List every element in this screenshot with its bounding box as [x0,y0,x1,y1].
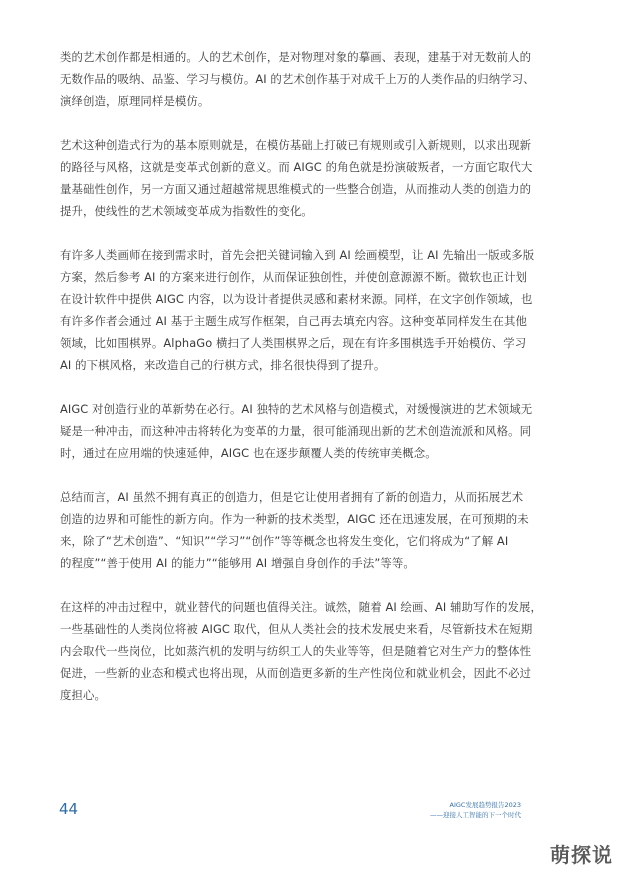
watermark-logo: 萌探说 [550,843,613,867]
text-line: 在设计软件中提供 AIGC 内容，以为设计者提供灵感和素材来源。同样，在文字创作领域，也 [60,292,533,306]
text-line: 总结而言，AI 虽然不拥有真正的创造力，但是它让使用者拥有了新的创造力，从而拓展艺术 [60,490,524,504]
text-line: 疑是一种冲击，而这种冲击将转化为变革的力量，很可能涌现出新的艺术创造流派和风格。同 [60,424,532,438]
report-subtitle: ——迎接人工智能的下一个时代 [430,811,521,819]
text-line: 创造的边界和可能性的新方向。作为一种新的技术类型，AIGC 还在迅速发展，在可预期的未 [60,512,529,526]
paragraph-5 [60,486,562,574]
text-line: 艺术这种创造式行为的基本原则就是，在模仿基础上打破已有规则或引入新规则，以求出现新 [60,138,532,152]
text-line: 演绎创造，原理同样是模仿。 [60,94,210,108]
text-line: 的程度”“善于使用 AI 的能力”“能够用 AI 增强自身创作的手法”等等。 [60,556,415,570]
body-text [60,46,562,728]
text-line: 在这样的冲击过程中，就业替代的问题也值得关注。诚然，随着 AI 绘画、AI 辅助写作的发展， [60,600,543,614]
text-line: 促进，一些新的业态和模式也将出现，从而创造更多新的生产性岗位和就业机会，因此不必过 [60,666,532,680]
text-line: 类的艺术创作都是相通的。人的艺术创作，是对物理对象的摹画、表现，建基于对无数前人的 [60,50,532,64]
paragraph-2 [60,134,562,222]
text-line: 时，通过在应用端的快速延伸，AIGC 也在逐步颠覆人类的传统审美概念。 [60,446,437,460]
text-line: 量基础性创作，另一方面又通过超越常规思维模式的一些整合创造，从而推动人类的创造力的 [60,182,532,196]
text-line: 内会取代一些岗位，比如蒸汽机的发明与纺织工人的失业等等，但是随着它对生产力的整体性 [60,644,532,658]
text-line: 度担心。 [60,688,106,702]
page-number: 44 [59,800,79,818]
text-line: 有许多作者会通过 AI 基于主题生成写作框架，自己再去填充内容。这种变革同样发生在其他 [60,314,527,328]
paragraph-3 [60,244,562,376]
report-title: AIGC发展趋势报告2023 [449,801,521,809]
text-line: 的路径与风格，这就是变革式创新的意义。而 AIGC 的角色就是扮演破叛者，一方面它取代大 [60,160,533,174]
text-line: 领域，比如围棋界。AlphaGo 横扫了人类围棋界之后，现在有许多围棋选手开始模仿、学习 [60,336,527,350]
text-line: AIGC 对创造行业的革新势在必行。AI 独特的艺术风格与创造模式，对缓慢演进的艺术领域无 [60,402,533,416]
text-line: 提升，使线性的艺术领域变革成为指数性的变化。 [60,204,313,218]
text-line: 一些基础性的人类岗位将被 AIGC 取代，但从人类社会的技术发展史来看，尽管新技术在短期 [60,622,533,636]
paragraph-1 [60,46,562,112]
footer-report-info [430,800,521,820]
text-line: 方案，然后参考 AI 的方案来进行创作，从而保证独创性，并使创意源源不断。微软也正计划 [60,270,527,284]
text-line: AI 的下棋风格，来改造自己的行棋方式，排名很快得到了提升。 [60,358,386,372]
paragraph-6 [60,596,562,706]
text-line: 来，除了“艺术创造”、“知识”“学习”“创作”等等概念也将发生变化，它们将成为“了解 AI [60,534,509,548]
paragraph-4 [60,398,562,464]
text-line: 有许多人类画师在接到需求时，首先会把关键词输入到 AI 绘画模型，让 AI 先输出一版或多版 [60,248,535,262]
text-line: 无数作品的吸纳、品鉴、学习与模仿。AI 的艺术创作基于对成千上万的人类作品的归纳学习、 [60,72,535,86]
